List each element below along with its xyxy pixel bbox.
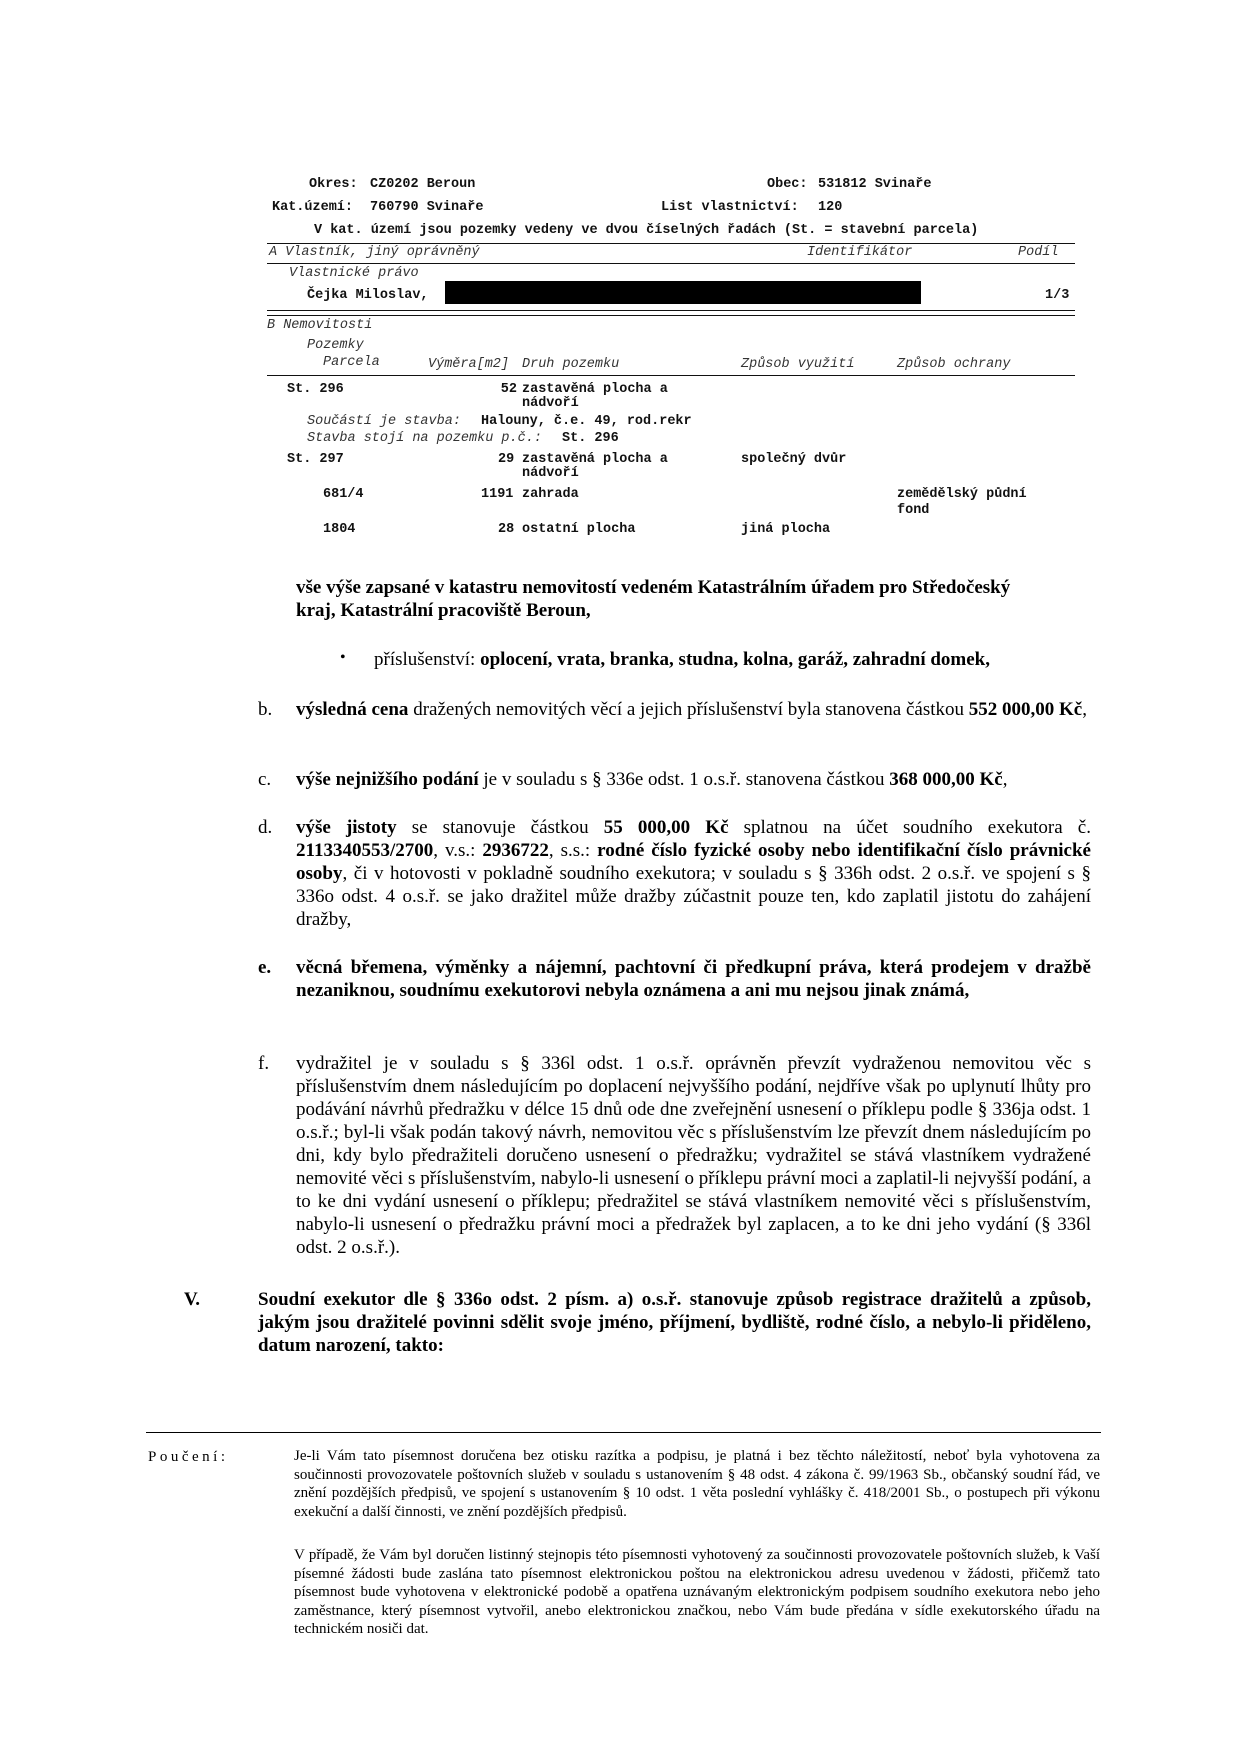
item-d: [296, 816, 1091, 931]
footer-label: Poučení:: [148, 1449, 229, 1465]
intro-line-2: kraj, Katastrální pracoviště Beroun,: [296, 600, 591, 621]
row-druh: zastavěná plocha a: [522, 382, 668, 397]
d-text-4: , s.s.:: [548, 840, 598, 861]
row-druh: zastavěná plocha a: [522, 452, 668, 467]
okres-label: Okres:: [309, 177, 358, 192]
row-parcela: 1804: [323, 522, 356, 537]
c-bold: výše nejnižšího podání: [296, 769, 479, 790]
prislusenstvi-label: příslušenství:: [374, 649, 481, 670]
prislusenstvi-item: [374, 648, 1094, 671]
item-d-label: d.: [258, 817, 273, 838]
col-parcela: Parcela: [323, 355, 380, 370]
row-ochrana-2: fond: [897, 503, 930, 518]
item-e: věcná břemena, výměnky a nájemní, pachtovní či předkupní práva, která prodejem v dražbě nezaniknou, soudnímu exekutorovi nebyla oznámena a ani mu nejsou jinak známá,: [296, 957, 1091, 1001]
b-end: ,: [1082, 699, 1087, 720]
table-rule: [267, 310, 1075, 311]
row-vyuziti: společný dvůr: [741, 452, 847, 467]
row-parcela: 681/4: [323, 487, 364, 502]
item-f-label: f.: [258, 1053, 270, 1074]
section-a-heading: A Vlastník, jiný oprávněný: [269, 245, 480, 260]
d-ss: rodné číslo fyzické osoby nebo identifikační číslo právnické osoby: [296, 840, 1091, 884]
col-vymera: Výměra[m2]: [428, 357, 510, 372]
item-b-label: b.: [258, 699, 273, 720]
katuzemi-label: Kat.území:: [272, 200, 354, 215]
prislusenstvi-value: oplocení, vrata, branka, studna, kolna, garáž, zahradní domek,: [480, 649, 990, 670]
row-druh: zahrada: [522, 487, 579, 502]
col-druh: Druh pozemku: [522, 357, 620, 372]
soucasti-value: Halouny, č.e. 49, rod.rekr: [481, 414, 692, 429]
item-c: [296, 768, 1096, 791]
intro-paragraph: [296, 576, 1091, 622]
lv-value: 120: [818, 200, 843, 215]
c-end: ,: [1002, 769, 1008, 790]
d-bold: výše jistoty: [296, 817, 397, 838]
table-rule: [267, 315, 1075, 316]
row-vymera: 29: [498, 452, 515, 467]
footer-divider: [146, 1432, 1101, 1433]
cadastre-note: V kat. území jsou pozemky vedeny ve dvou číselných řadách (St. = stavební parcela): [314, 223, 979, 238]
stoji-label: Stavba stojí na pozemku p.č.:: [307, 431, 542, 446]
section-v: Soudní exekutor dle § 336o odst. 2 písm. a) o.s.ř. stanovuje způsob registrace dražitelů a způsob, jakým jsou dražitelé povinni sdělit svoje jméno, příjmení, bydliště, rodné číslo, a nebylo-li přiděleno, datum narození, takto:: [258, 1289, 1091, 1356]
stoji-value: St. 296: [562, 431, 619, 446]
col-vyuziti: Způsob využití: [741, 357, 855, 372]
item-f: vydražitel je v souladu s § 336l odst. 1 o.s.ř. oprávněn převzít vydraženou nemovitou věc s příslušenstvím dnem následujícím po doplacení nejvyššího podání, nejdříve však po uplynutí lhůty pro podávání návrhů předražku v délce 15 dnů ode dne zveřejnění usnesení o příklepu podle § 336ja odst. 1 o.s.ř.; byl-li však podán takový návrh, nemovitou věc s příslušenstvím lze převzít dnem následujícím po dni, kdy bylo předražiteli doručeno usnesení o předražku; vydražitel se stává vlastníkem vydražené nemovité věci s příslušenstvím, nabylo-li usnesení o příklepu právní moci a zaplatil-li nejvyšší podání, a to ke dni vydání usnesení o příklepu; předražitel se stává vlastníkem nemovité věci s příslušenstvím, nabylo-li usnesení o předražku právní moci a předražek byl zaplacen, a to ke dni jeho vydání (§ 336l odst. 2 o.s.ř.).: [296, 1053, 1091, 1258]
d-account: 2113340553/2700: [296, 840, 434, 861]
row-parcela: St. 297: [287, 452, 344, 467]
row-vymera: 52: [500, 382, 517, 397]
soucasti-label: Součástí je stavba:: [307, 414, 461, 429]
pozemky-label: Pozemky: [307, 338, 364, 353]
katuzemi-value: 760790 Svinaře: [370, 200, 484, 215]
item-b: [296, 698, 1091, 721]
d-text-5: , či v hotovosti v pokladně soudního exekutora; v souladu s § 336h odst. 2 o.s.ř. ve spojení s § 336o odst. 4 o.s.ř. se jako dražitel může dražby zúčastnit pouze ten, kdo zaplatil jistotu do zahájení dražby,: [296, 863, 1091, 930]
obec-label: Obec:: [767, 177, 808, 192]
c-text: je v souladu s § 336e odst. 1 o.s.ř. stanovena částkou: [478, 769, 890, 790]
podil-header: Podíl: [1018, 245, 1059, 260]
col-ochrany: Způsob ochrany: [897, 357, 1011, 372]
intro-line-1: vše výše zapsané v katastru nemovitostí vedeném Katastrálním úřadem pro Středočeský: [296, 577, 1011, 598]
footer-paragraph-2: V případě, že Vám byl doručen listinný stejnopis této písemnosti vyhotovený za součinnosti provozovatele poštovních služeb, k Vaší písemné žádosti bude zaslána tato písemnost elektronickou poštou na elektronickou adresu uvedenou v žádosti, přičemž tato písemnost bude vyhotovena v elektronické podobě a opatřena uznávaným elektronickým podpisem soudního exekutora nebo jeho zaměstnance, který písemnost vytvořil, anebo elektronickou značkou, nebo Vám bude předána v sídle exekutorského úřadu na technickém nosiči dat.: [294, 1547, 1100, 1638]
cadastral-extract: [267, 172, 1079, 544]
row-druh: ostatní plocha: [522, 522, 636, 537]
lv-label: List vlastnictví:: [661, 200, 799, 215]
row-druh-2: nádvoří: [522, 396, 579, 411]
redaction-bar: [445, 281, 921, 304]
table-rule: [267, 243, 1075, 244]
table-rule: [267, 263, 1075, 264]
vlastnicke-pravo-label: Vlastnické právo: [289, 266, 419, 281]
bullet-marker: •: [340, 649, 346, 666]
c-amount: 368 000,00 Kč: [889, 769, 1003, 790]
d-text-3: , v.s.:: [433, 840, 483, 861]
b-amount: 552 000,00 Kč: [968, 699, 1083, 720]
row-druh-2: nádvoří: [522, 466, 579, 481]
owner-name: Čejka Miloslav,: [307, 288, 429, 303]
row-ochrana: zemědělský půdní: [897, 487, 1027, 502]
d-amount: 55 000,00 Kč: [603, 817, 729, 838]
obec-value: 531812 Svinaře: [818, 177, 932, 192]
d-vs: 2936722: [482, 840, 549, 861]
section-b-heading: B Nemovitosti: [267, 318, 373, 333]
footer-paragraph-1: Je-li Vám tato písemnost doručena bez otisku razítka a podpisu, je platná i bez těchto náležitostí, neboť byla vyhotovena za součinnosti provozovatele poštovních služeb v souladu s ustanovením § 48 odst. 4 zákona č. 99/1963 Sb., občanský soudní řád, ve znění pozdějších předpisů, ve spojení s ustanovením § 10 odst. 1 věta poslední vyhlášky č. 418/2001 Sb., o postupech při výkonu exekuční a další činnosti, ve znění pozdějších předpisů.: [294, 1448, 1100, 1520]
okres-value: CZ0202 Beroun: [370, 177, 476, 192]
d-text-1: se stanovuje částkou: [396, 817, 604, 838]
owner-share: 1/3: [1045, 288, 1070, 303]
item-c-label: c.: [258, 769, 272, 790]
table-rule: [267, 375, 1075, 376]
identifikator-header: Identifikátor: [807, 245, 913, 260]
row-parcela: St. 296: [287, 382, 344, 397]
d-text-2: splatnou na účet soudního exekutora č.: [728, 817, 1091, 838]
row-vymera: 1191: [481, 487, 514, 502]
row-vymera: 28: [498, 522, 515, 537]
item-e-label: e.: [258, 957, 272, 978]
row-vyuziti: jiná plocha: [741, 522, 831, 537]
b-text: dražených nemovitých věcí a jejich příslušenství byla stanovena částkou: [408, 699, 969, 720]
section-v-label: V.: [184, 1289, 201, 1310]
b-bold: výsledná cena: [296, 699, 409, 720]
